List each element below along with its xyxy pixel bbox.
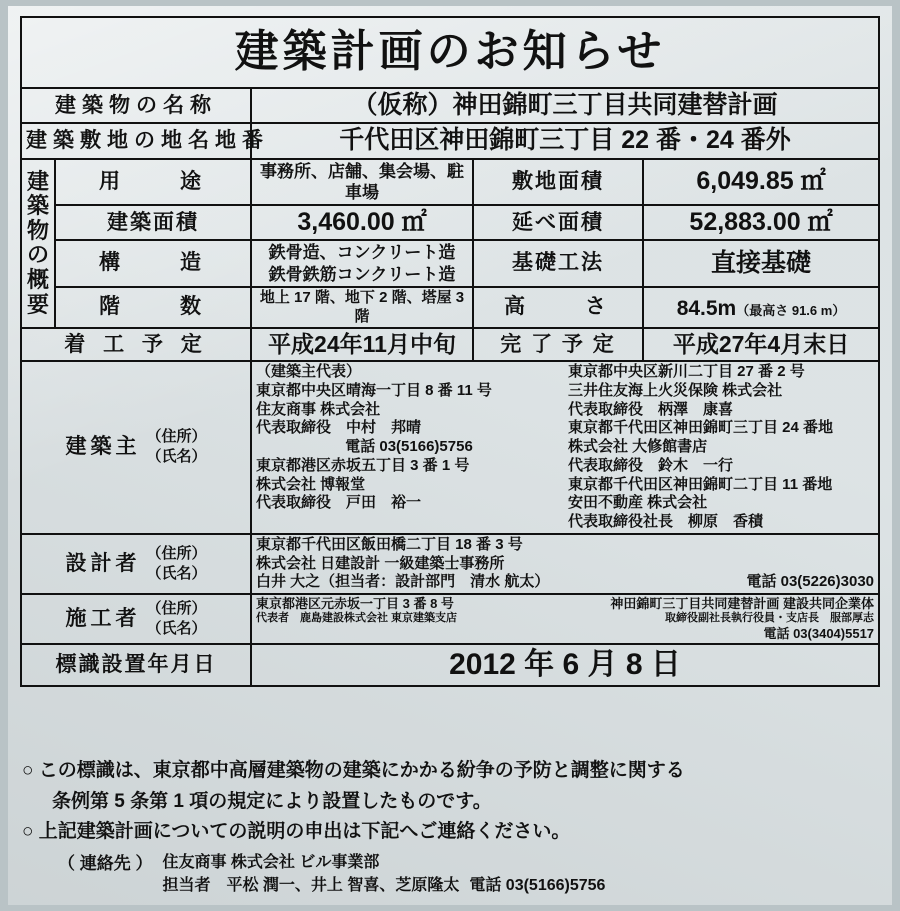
total-floor-area-value: 52,883.00 ㎡ — [643, 205, 879, 240]
owner-left-line-2: 東京都中央区晴海一丁目 8 番 11 号 — [256, 381, 492, 399]
designer-line-3: 白井 大之（担当者：設計部門 清水 航太） — [256, 573, 550, 591]
row-owner — [21, 361, 879, 534]
owner-label-address: （住所） — [146, 428, 207, 446]
owner-right-line-1: 東京都中央区新川二丁目 27 番 2 号 — [568, 363, 805, 380]
builder-tel: 電話 03(3404)5517 — [763, 626, 875, 641]
builder-label-name: 施工者 — [65, 607, 141, 630]
note-line-1: ○ この標識は、東京都中高層建築物の建築にかかる紛争の予防と調整に関する — [22, 760, 685, 782]
row-building-name — [21, 88, 879, 123]
finish-date-value: 平成27年4月末日 — [643, 328, 879, 361]
owner-right-line-2: 三井住友海上火災保険 株式会社 — [568, 381, 783, 399]
row-site-address — [21, 123, 879, 158]
owner-left-tel: 電話 03(5166)5756 — [345, 438, 473, 455]
site-address-label: 建築敷地の地名地番 — [21, 123, 251, 158]
builder-line1-right: 神田錦町三丁目共同建替計画 建設共同企業体 — [610, 596, 875, 611]
building-name-label: 建築物の名称 — [21, 88, 251, 123]
designer-label-address: （住所） — [146, 544, 207, 562]
height-value-cell — [643, 287, 879, 329]
title-row — [21, 17, 879, 88]
owner-label-name: 建築主 — [65, 435, 141, 459]
use-value: 事務所、店舗、集会場、駐車場 — [251, 159, 473, 206]
structure-value-line2: 鉄骨鉄筋コンクリート造 — [268, 264, 456, 284]
site-area-value: 6,049.85 ㎡ — [643, 159, 879, 206]
row-designer — [21, 534, 879, 594]
owner-left-line-6: 東京都港区赤坂五丁目 3 番 1 号 — [256, 456, 470, 474]
row-builder — [21, 594, 879, 644]
designer-label-name: 設計者 — [65, 551, 141, 575]
floors-label: 階 数 — [55, 287, 251, 329]
owner-right-line-5: 株式会社 大修館書店 — [568, 438, 708, 455]
height-label: 高 さ — [473, 287, 643, 329]
contact-line-2: 担当者 平松 潤一、井上 智喜、芝原隆太 — [162, 876, 460, 894]
total-floor-area-label: 延べ面積 — [473, 205, 643, 240]
page-title: 建築計画のお知らせ — [21, 17, 879, 88]
row-structure — [21, 240, 879, 287]
designer-line-1: 東京都千代田区飯田橋二丁目 18 番 3 号 — [256, 535, 523, 553]
owner-left-line-1: （建築主代表） — [256, 363, 362, 380]
owner-left-line-7: 株式会社 博報堂 — [256, 475, 366, 493]
designer-label-cell — [21, 534, 251, 594]
owner-value-cell — [251, 361, 879, 534]
use-label: 用 途 — [55, 159, 251, 206]
finish-date-label: 完 了 予 定 — [473, 328, 643, 361]
owner-right-line-8: 安田不動産 株式会社 — [568, 494, 708, 512]
building-name-value: （仮称）神田錦町三丁目共同建替計画 — [251, 88, 879, 123]
owner-label — [26, 427, 246, 468]
height-note: （最高さ 91.6 m） — [736, 302, 846, 318]
foundation-label: 基礎工法 — [473, 240, 643, 287]
notice-board — [8, 6, 892, 905]
builder-line2-right: 取締役副社長執行役員・支店長 服部厚志 — [665, 612, 875, 625]
contact-tel: 電話 03(5166)5756 — [469, 876, 606, 894]
owner-left-line-4: 代表取締役 中村 邦晴 — [256, 419, 422, 437]
row-floors — [21, 287, 879, 329]
builder-line2-left: 代表者 鹿島建設株式会社 東京建築支店 — [256, 612, 458, 625]
contact-line-1: 住友商事 株式会社 ビル事業部 — [162, 853, 380, 871]
owner-left-line-8: 代表取締役 戸田 裕一 — [256, 494, 422, 512]
owner-right-column — [568, 363, 874, 532]
sign-date-label: 標識設置年月日 — [21, 644, 251, 686]
designer-line-2: 株式会社 日建設計 一級建築士事務所 — [256, 554, 505, 572]
start-date-value: 平成24年11月中旬 — [251, 328, 473, 361]
builder-label — [26, 599, 246, 640]
builder-label-address: （住所） — [146, 599, 207, 617]
height-value: 84.5m — [676, 296, 737, 320]
row-use-and-site-area — [21, 159, 879, 206]
builder-line1-left: 東京都港区元赤坂一丁目 3 番 8 号 — [256, 596, 454, 611]
structure-label: 構 造 — [55, 240, 251, 287]
owner-right-line-7: 東京都千代田区神田錦町二丁目 11 番地 — [568, 475, 833, 493]
floors-value: 地上 17 階、地下 2 階、塔屋 3 階 — [251, 287, 473, 329]
designer-value-cell — [251, 534, 879, 594]
row-sign-date — [21, 644, 879, 686]
builder-value-cell — [251, 594, 879, 644]
start-date-label: 着 工 予 定 — [21, 328, 251, 361]
construction-notice-table — [20, 16, 880, 687]
owner-right-line-9: 代表取締役社長 柳原 香積 — [568, 513, 764, 530]
owner-right-line-4: 東京都千代田区神田錦町三丁目 24 番地 — [568, 419, 834, 437]
contact-label: （ 連絡先 ） — [58, 853, 153, 873]
building-area-value: 3,460.00 ㎡ — [251, 205, 473, 240]
contact-block — [22, 851, 878, 897]
structure-value-line1: 鉄骨造、コンクリート造 — [268, 243, 456, 263]
notes-section — [22, 757, 878, 897]
structure-value — [251, 240, 473, 287]
contact-body — [162, 851, 605, 897]
row-schedule — [21, 328, 879, 361]
builder-label-cell — [21, 594, 251, 644]
note-line-2: 条例第 5 条第 1 項の規定により設置したものです。 — [52, 790, 492, 812]
designer-label-person: （氏名） — [146, 564, 207, 582]
builder-label-person: （氏名） — [146, 620, 207, 638]
owner-left-line-3: 住友商事 株式会社 — [256, 400, 381, 418]
designer-label — [26, 544, 246, 585]
note-line-3: ○ 上記建築計画についての説明の申出は下記へご連絡ください。 — [22, 821, 571, 843]
owner-label-cell — [21, 361, 251, 534]
site-area-label: 敷地面積 — [473, 159, 643, 206]
owner-right-line-6: 代表取締役 鈴木 一行 — [568, 456, 734, 474]
owner-left-column — [256, 363, 562, 532]
building-area-label: 建築面積 — [55, 205, 251, 240]
row-building-area — [21, 205, 879, 240]
foundation-value: 直接基礎 — [643, 240, 879, 287]
designer-tel: 電話 03(5226)3030 — [746, 573, 875, 591]
owner-label-person: （氏名） — [146, 448, 207, 466]
sign-date-value: 2012 年 6 月 8 日 — [251, 644, 879, 686]
site-address-value: 千代田区神田錦町三丁目 22 番・24 番外 — [251, 123, 879, 158]
outline-vertical-label: 建 築 物 の 概 要 — [21, 159, 55, 329]
owner-right-line-3: 代表取締役 柄澤 康喜 — [568, 400, 734, 418]
